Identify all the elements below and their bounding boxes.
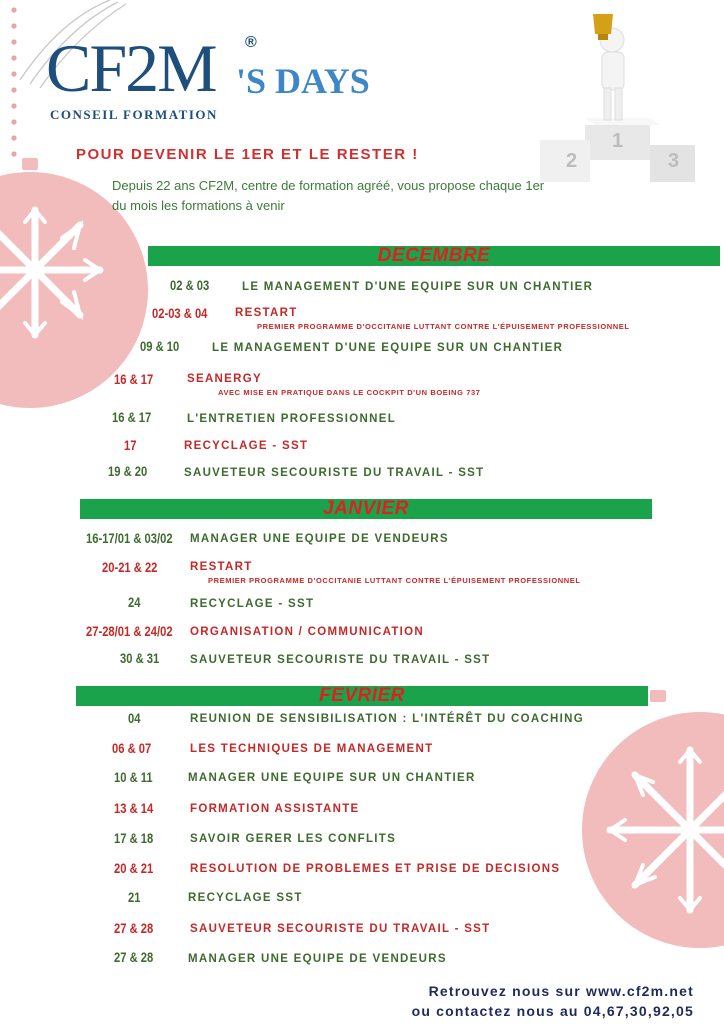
schedule-title: SAUVETEUR SECOURISTE DU TRAVAIL - SST xyxy=(190,923,491,935)
schedule-title: MANAGER UNE EQUIPE SUR UN CHANTIER xyxy=(188,772,476,784)
month-title-janvier: JANVIER xyxy=(323,498,409,519)
schedule-date: 27 & 28 xyxy=(114,920,154,936)
schedule-title: RESTART xyxy=(190,561,253,573)
schedule-title: LE MANAGEMENT D'UNE EQUIPE SUR UN CHANTIER xyxy=(242,281,594,293)
schedule-date: 24 xyxy=(128,594,141,610)
schedule-date: 30 & 31 xyxy=(120,650,160,666)
logo-registered: ® xyxy=(245,34,257,51)
month-title-decembre: DECEMBRE xyxy=(377,245,491,266)
schedule-date: 02-03 & 04 xyxy=(152,305,208,321)
schedule-date: 20-21 & 22 xyxy=(102,559,158,575)
footer-website: Retrouvez nous sur www.cf2m.net xyxy=(428,983,694,999)
schedule-date: 02 & 03 xyxy=(170,277,210,293)
schedule-title: FORMATION ASSISTANTE xyxy=(190,803,360,815)
dotted-line xyxy=(11,7,16,156)
schedule-title: LE MANAGEMENT D'UNE EQUIPE SUR UN CHANTIER xyxy=(212,342,564,354)
schedule-title: MANAGER UNE EQUIPE DE VENDEURS xyxy=(188,953,447,965)
schedule-title: LES TECHNIQUES DE MANAGEMENT xyxy=(190,743,434,755)
logo-mark: CF2M xyxy=(46,30,216,106)
schedule-title: RECYCLAGE - SST xyxy=(190,598,315,610)
schedule-date: 04 xyxy=(128,710,141,726)
schedule-date: 10 & 11 xyxy=(114,769,153,785)
schedule-date: 16 & 17 xyxy=(112,409,152,425)
tagline: POUR DEVENIR LE 1ER ET LE RESTER ! xyxy=(76,146,419,163)
schedule-title: REUNION DE SENSIBILISATION : L'INTÉRÊT DU COACHING xyxy=(190,713,585,725)
month-title-fevrier: FEVRIER xyxy=(319,685,405,706)
schedule-title: ORGANISATION / COMMUNICATION xyxy=(190,626,425,638)
right-ornament xyxy=(582,690,724,948)
schedule-title: RESTART xyxy=(235,307,298,319)
schedule-title: SAVOIR GERER LES CONFLITS xyxy=(190,833,397,845)
schedule-date: 27-28/01 & 24/02 xyxy=(86,623,173,639)
schedule-title: SAUVETEUR SECOURISTE DU TRAVAIL - SST xyxy=(190,654,491,666)
schedule-date: 13 & 14 xyxy=(114,800,154,816)
schedule-date: 17 & 18 xyxy=(114,830,154,846)
schedule-date: 06 & 07 xyxy=(112,740,152,756)
schedule-date: 20 & 21 xyxy=(114,860,154,876)
podium-first: 1 xyxy=(612,130,624,152)
schedule-date: 16 & 17 xyxy=(114,371,154,387)
podium-second: 2 xyxy=(566,150,578,172)
schedule-title: L'ENTRETIEN PROFESSIONNEL xyxy=(187,413,397,425)
schedule-subtitle: AVEC MISE EN PRATIQUE DANS LE COCKPIT D'UN BOEING 737 xyxy=(218,388,481,397)
schedule-title: RECYCLAGE - SST xyxy=(184,440,309,452)
schedule-title: RECYCLAGE SST xyxy=(188,892,303,904)
intro-text: Depuis 22 ans CF2M, centre de formation agréé, vous propose chaque 1er du mois les formations à venir xyxy=(112,178,545,213)
schedule-title: SAUVETEUR SECOURISTE DU TRAVAIL - SST xyxy=(184,467,485,479)
schedule-title: MANAGER UNE EQUIPE DE VENDEURS xyxy=(190,533,449,545)
schedule-date: 27 & 28 xyxy=(114,949,154,965)
footer-contact: ou contactez nous au 04,67,30,92,05 xyxy=(411,1003,694,1019)
schedule-date: 16-17/01 & 03/02 xyxy=(86,530,173,546)
podium-third: 3 xyxy=(668,150,680,172)
schedule-title: RESOLUTION DE PROBLEMES ET PRISE DE DECISIONS xyxy=(190,863,561,875)
schedule-subtitle: PREMIER PROGRAMME D'OCCITANIE LUTTANT CONTRE L'ÉPUISEMENT PROFESSIONNEL xyxy=(257,322,630,331)
logo-days: 'S DAYS xyxy=(236,61,370,101)
schedule-date: 09 & 10 xyxy=(140,338,180,354)
schedule-date: 17 xyxy=(124,437,137,453)
logo-subtitle: CONSEIL FORMATION xyxy=(50,107,218,122)
schedule-date: 21 xyxy=(128,889,141,905)
schedule-subtitle: PREMIER PROGRAMME D'OCCITANIE LUTTANT CONTRE L'ÉPUISEMENT PROFESSIONNEL xyxy=(208,576,581,585)
schedule-date: 19 & 20 xyxy=(108,463,148,479)
schedule-title: SEANERGY xyxy=(187,373,262,385)
